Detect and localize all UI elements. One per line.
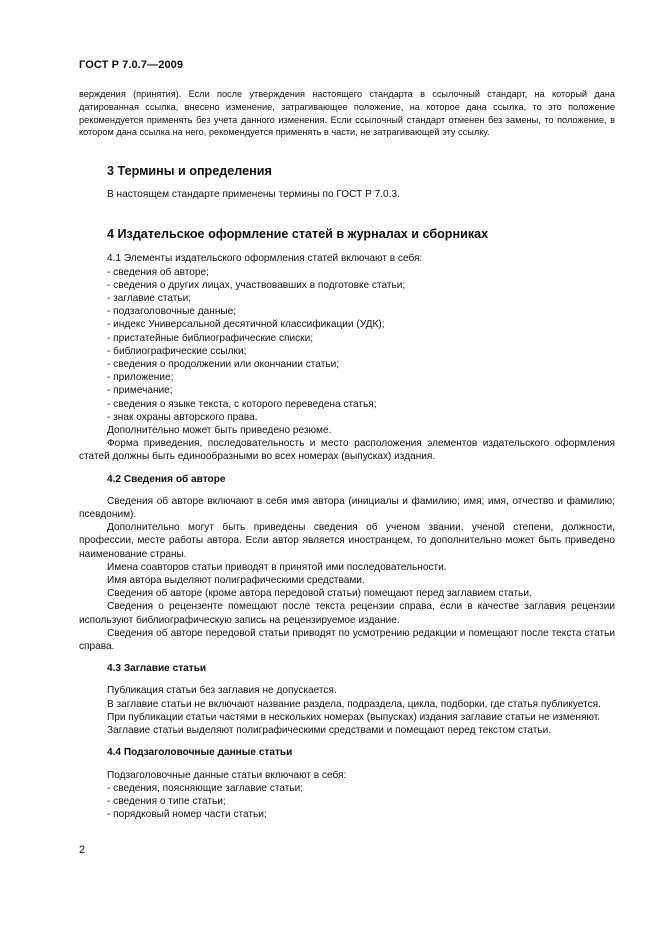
clause-4-3-paragraph: При публикации статьи частями в нескольких номерах (выпусках) издания заглавие статьи не изменяют. [107, 711, 601, 723]
clause-4-2-paragraph: Имя автора выделяют полиграфическими средствами. [107, 575, 365, 587]
clause-4-1-form-note: Форма приведения, последовательность и место расположения элементов издательского оформления статей должны быть единообразными во всех номерах (выпусках) издания. [79, 438, 615, 463]
section-3-text: В настоящем стандарте применены термины по ГОСТ Р 7.0.3. [107, 189, 400, 201]
list-item: - порядковый номер части статьи; [107, 809, 267, 821]
clause-4-3-heading: 4.3 Заглавие статьи [107, 663, 207, 675]
list-item: - сведения, поясняющие заглавие статьи; [107, 782, 304, 794]
section-4-heading: 4 Издательское оформление статей в журналах и сборниках [107, 227, 489, 242]
intro-paragraph: верждения (принятия). Если после утверждения настоящего стандарта в ссылочный стандарт, на который дана датированная ссылка, внесено изменение, затрагивающее положение, на которое дана ссылка, то это положение рекомендуется применять без учета данного изменения. Если ссылочный стандарт отменен без замены, то положение, в котором дана ссылка на него, рекомендуется применять в части, не затрагивающей эту ссылку. [79, 89, 615, 138]
clause-4-3-paragraph: В заглавие статьи не включают название раздела, подраздела, цикла, подборки, где статья публикуется. [107, 698, 601, 710]
clause-4-4-list [79, 782, 615, 822]
page-body [79, 88, 615, 821]
list-item: - сведения о языке текста, с которого переведена статья; [107, 398, 377, 410]
clause-4-2-paragraph: Сведения об авторе (кроме автора передовой статьи) помещают перед заглавием статьи. [107, 588, 532, 600]
list-item: - знак охраны авторского права. [107, 411, 258, 423]
list-item: - пристатейные библиографические списки; [107, 332, 314, 344]
clause-4-3-paragraph: Заглавие статьи выделяют полиграфическими средствами и помещают перед текстом статьи. [107, 725, 552, 737]
list-item: - приложение; [107, 372, 174, 384]
page-number: 2 [79, 844, 86, 856]
clause-4-3-paragraph: Публикация статьи без заглавия не допускается. [107, 685, 337, 697]
list-item: - заглавие статьи; [107, 293, 192, 304]
list-item: - сведения о продолжении или окончании статьи; [107, 359, 340, 371]
list-item: - сведения об авторе; [107, 266, 209, 278]
list-item: - индекс Универсальной десятичной классификации (УДК); [107, 319, 385, 331]
clause-4-2-paragraph: Дополнительно могут быть приведены сведения об ученом звании, ученой степени, должности, профессии, месте работы автора. Если автор является иностранцем, то дополнительно может быть приведено наименование страны. [79, 522, 615, 560]
clause-4-1-intro: 4.1 Элементы издательского оформления статей включают в себя: [107, 253, 423, 265]
clause-4-2-paragraph: Сведения об авторе передовой статьи приводят по усмотрению редакции и помещают после текста статьи справа. [79, 627, 615, 653]
list-item: - подзаголовочные данные; [107, 306, 237, 318]
clause-4-2-paragraph: Сведения о рецензенте помещают после текста рецензии справа, если в качестве заглавия рецензии используют библиографическую запись на рецензируемое издание. [79, 601, 615, 626]
clause-4-2-heading: 4.2 Сведения об авторе [107, 473, 226, 485]
list-item: - примечание; [107, 385, 173, 397]
list-item: - сведения о типе статьи; [107, 795, 226, 807]
list-item: - сведения о других лицах, участвовавших в подготовке статьи; [107, 279, 406, 291]
clause-4-1-list [79, 266, 615, 424]
section-3-heading: 3 Термины и определения [107, 164, 272, 179]
clause-4-4-intro: Подзаголовочные данные статьи включают в себя: [107, 769, 347, 781]
clause-4-2-paragraph: Имена соавторов статьи приводят в принятой ими последовательности. [107, 561, 447, 573]
clause-4-4-heading: 4.4 Подзаголовочные данные статьи [107, 747, 293, 759]
running-header: ГОСТ Р 7.0.7—2009 [79, 59, 184, 71]
clause-4-2-paragraph: Сведения об авторе включают в себя имя автора (инициалы и фамилию; имя; имя, отчество и фамилию; псевдоним). [79, 495, 615, 521]
list-item: - библиографические ссылки; [107, 345, 247, 357]
clause-4-1-resume-note: Дополнительно может быть приведено резюме. [107, 425, 332, 437]
